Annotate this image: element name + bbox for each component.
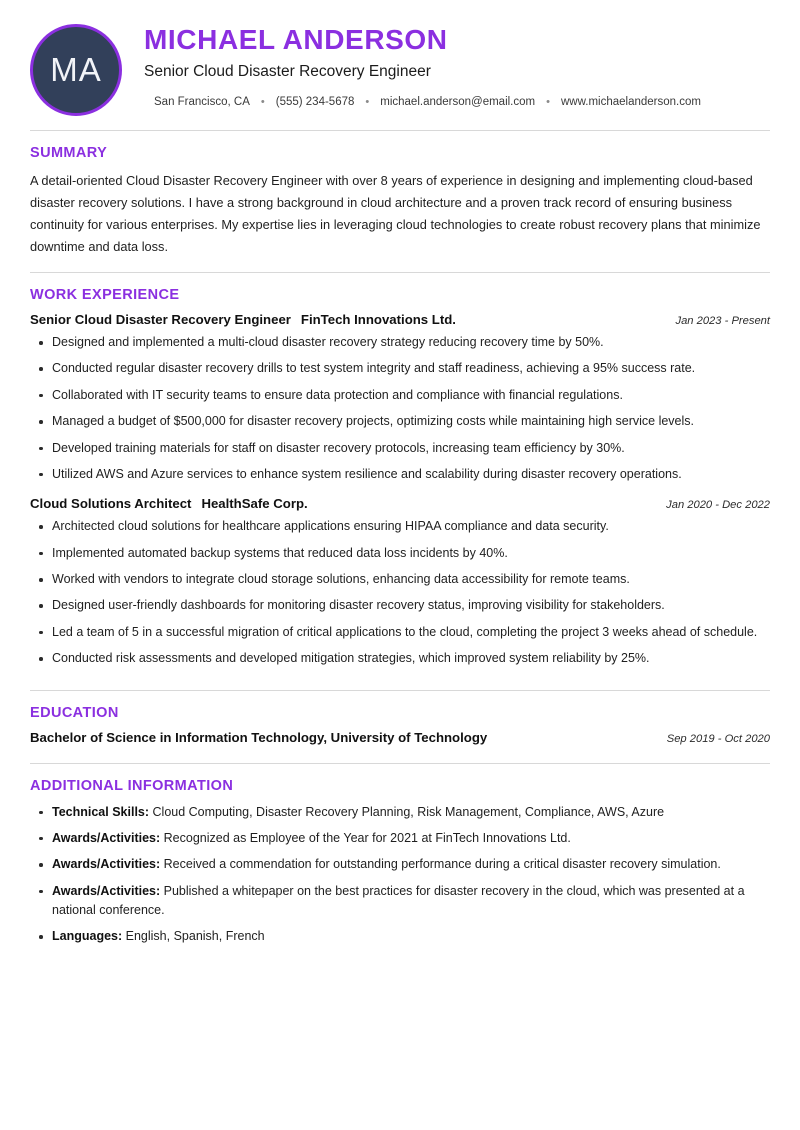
contact-phone[interactable]: (555) 234-5678 <box>275 96 355 109</box>
contact-website[interactable]: www.michaelanderson.com <box>560 96 701 109</box>
list-item: Designed user-friendly dashboards for monitoring disaster recovery status, improving visibility for stakeholders. <box>30 596 770 615</box>
list-item: Implemented automated backup systems that reduced data loss incidents by 40%. <box>30 544 770 563</box>
education-degree: Bachelor of Science in Information Technology, University of Technology <box>30 729 488 745</box>
contact-separator-icon: • <box>546 95 550 108</box>
experience-entry-title-line <box>30 496 308 511</box>
list-item: Worked with vendors to integrate cloud storage solutions, enhancing data accessibility for remote teams. <box>30 570 770 589</box>
job-bullet-list <box>30 517 770 668</box>
job-bullet-list <box>30 333 770 484</box>
info-value: Received a commendation for outstanding performance during a critical disaster recovery simulation. <box>163 857 721 872</box>
job-dates: Jan 2020 - Dec 2022 <box>666 499 770 512</box>
avatar <box>30 24 122 116</box>
job-dates: Jan 2023 - Present <box>675 315 770 327</box>
education-dates: Sep 2019 - Oct 2020 <box>666 732 770 745</box>
section-title-work-experience: WORK EXPERIENCE <box>30 287 180 303</box>
experience-entry-title-line <box>30 312 456 327</box>
list-item <box>30 882 770 921</box>
contact-separator-icon: • <box>365 95 370 108</box>
contact-separator-icon: • <box>260 95 265 108</box>
contact-line <box>144 96 770 108</box>
list-item: Led a team of 5 in a successful migration of critical applications to the cloud, completing the project 3 weeks ahead of schedule. <box>30 623 770 642</box>
list-item <box>30 855 770 874</box>
contact-email[interactable]: michael.anderson@email.com <box>380 96 536 109</box>
section-education <box>30 691 770 763</box>
contact-location: San Francisco, CA <box>154 96 250 109</box>
section-work-experience <box>30 273 770 690</box>
job-company: FinTech Innovations Ltd. <box>300 312 456 327</box>
info-label: Languages: <box>52 929 123 944</box>
info-value: English, Spanish, French <box>125 929 265 944</box>
job-role: Senior Cloud Disaster Recovery Engineer <box>30 312 291 327</box>
info-label: Awards/Activities: <box>52 883 161 898</box>
section-title-additional-information: ADDITIONAL INFORMATION <box>30 777 234 794</box>
header-tagline: Senior Cloud Disaster Recovery Engineer <box>144 63 431 81</box>
info-value: Recognized as Employee of the Year for 2021 at FinTech Innovations Ltd. <box>163 830 571 845</box>
section-additional-information <box>30 764 770 968</box>
experience-entry-header <box>30 496 770 511</box>
additional-info-list <box>30 803 770 947</box>
info-label: Awards/Activities: <box>52 830 161 845</box>
education-entry <box>30 730 770 745</box>
job-role: Cloud Solutions Architect <box>30 496 192 512</box>
section-title-summary: SUMMARY <box>30 145 108 161</box>
list-item: Architected cloud solutions for healthcare applications ensuring HIPAA compliance and data security. <box>30 517 770 536</box>
resume-header <box>30 0 770 130</box>
list-item: Collaborated with IT security teams to ensure data protection and compliance with financial regulations. <box>30 386 770 405</box>
experience-entry-header <box>30 312 770 327</box>
experience-entry <box>30 496 770 668</box>
section-title-education: EDUCATION <box>30 704 119 721</box>
list-item: Utilized AWS and Azure services to enhance system resilience and scalability during disaster recovery operations. <box>30 465 770 484</box>
list-item <box>30 927 770 946</box>
summary-text: A detail-oriented Cloud Disaster Recovery Engineer with over 8 years of experience in designing and implementing cloud-based disaster recovery solutions. I have a strong background in cloud architecture and a proven track record of ensuring business continuity for various enterprises. My expertise lies in leveraging cloud technologies to create robust recovery plans that minimize downtime and data loss. <box>30 173 761 254</box>
info-value: Published a whitepaper on the best practices for disaster recovery in the cloud, which was presented at a national conference. <box>52 883 745 917</box>
list-item <box>30 829 770 848</box>
list-item: Conducted risk assessments and developed mitigation strategies, which improved system reliability by 25%. <box>30 649 770 668</box>
info-label: Awards/Activities: <box>52 857 161 872</box>
list-item <box>30 803 770 822</box>
info-value: Cloud Computing, Disaster Recovery Planning, Risk Management, Compliance, AWS, Azure <box>152 804 665 819</box>
job-company: HealthSafe Corp. <box>201 496 308 512</box>
list-item: Designed and implemented a multi-cloud disaster recovery strategy reducing recovery time by 50%. <box>30 333 770 352</box>
list-item: Managed a budget of $500,000 for disaster recovery projects, optimizing costs while maintaining high service levels. <box>30 412 770 431</box>
list-item: Conducted regular disaster recovery drills to test system integrity and staff readiness, achieving a 95% success rate. <box>30 359 770 378</box>
page-title: MICHAEL ANDERSON <box>144 24 448 55</box>
header-text-block <box>122 20 770 108</box>
avatar-initials: MA <box>50 51 102 88</box>
info-label: Technical Skills: <box>52 804 150 819</box>
experience-entry <box>30 312 770 484</box>
list-item: Developed training materials for staff on disaster recovery protocols, increasing team efficiency by 30%. <box>30 439 770 458</box>
section-summary <box>30 131 770 272</box>
